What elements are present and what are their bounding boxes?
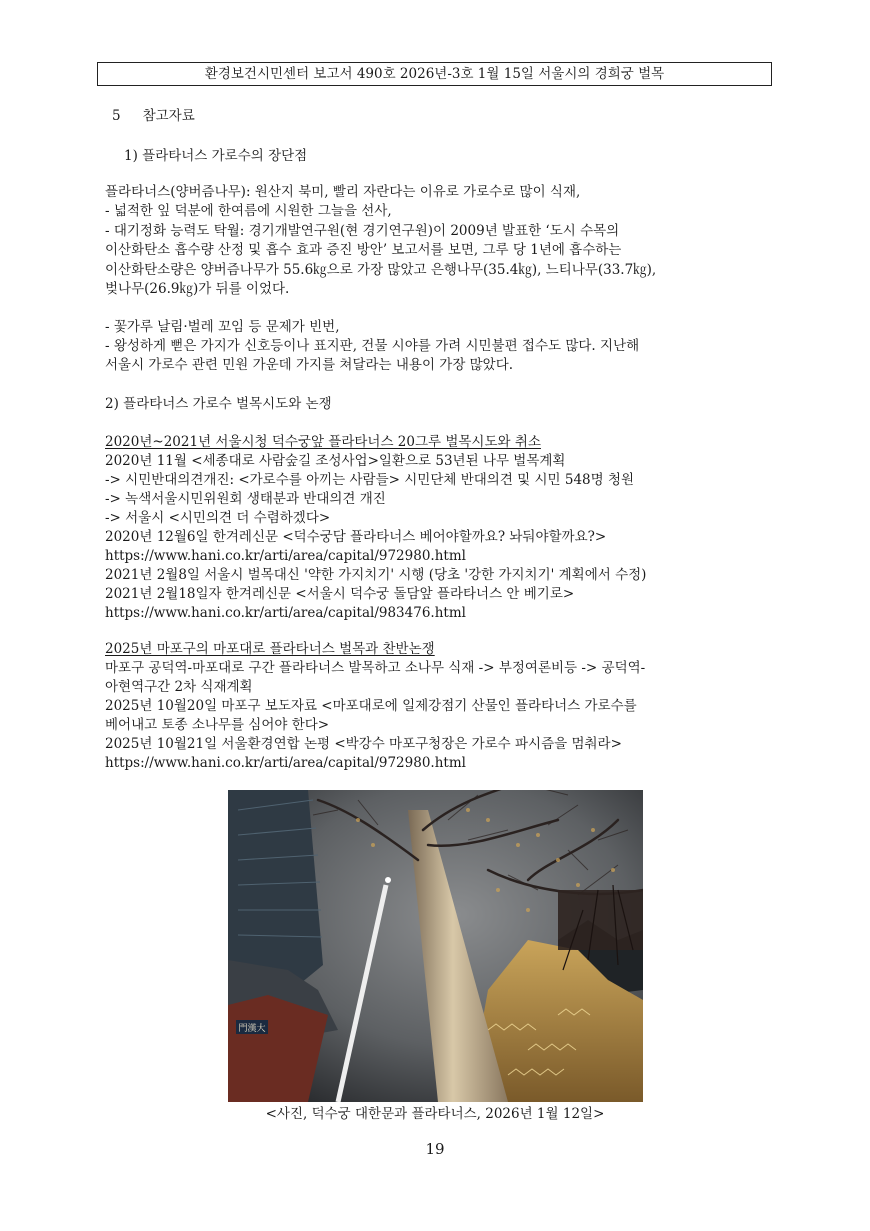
block1-line: -> 녹색서울시민위원회 생태분과 반대의견 개진 — [105, 491, 386, 507]
block2-line: 2025년 10월21일 서울환경연합 논평 <박강수 마포구청장은 가로수 파시즘을 멈춰라> — [105, 736, 622, 752]
pros-cons-line: 서울시 가로수 관련 민원 가운데 가지를 쳐달라는 내용이 가장 많았다. — [105, 357, 514, 373]
block1-link[interactable]: https://www.hani.co.kr/arti/area/capital/983476.html — [105, 605, 466, 621]
pros-cons-line: 벚나무(26.9㎏)가 뒤를 이었다. — [105, 281, 290, 297]
block1-line: -> 서울시 <시민의견 더 수렴하겠다> — [105, 510, 331, 526]
block2-line: 2025년 10월20일 마포구 보도자료 <마포대로에 일제강점기 산물인 플라타너스 가로수를 — [105, 698, 637, 714]
block2-line: 마포구 공덕역-마포대로 구간 플라타너스 발목하고 소나무 식재 -> 부정여론비등 -> 공덕역- — [105, 660, 646, 676]
pros-cons-line: 이산화탄소량은 양버즘나무가 55.6㎏으로 가장 많았고 은행나무(35.4㎏), 느티나무(33.7㎏), — [105, 262, 657, 278]
block1-link[interactable]: https://www.hani.co.kr/arti/area/capital/972980.html — [105, 548, 466, 564]
pros-cons-line: - 꽃가루 날림·벌레 꼬임 등 문제가 빈번, — [105, 319, 340, 335]
subsection-1-title: 1) 플라타너스 가로수의 장단점 — [124, 148, 308, 164]
block2-line: 베어내고 토종 소나무를 심어야 한다> — [105, 717, 330, 733]
block1-line: 2020년 12월6일 한겨레신문 <덕수궁담 플라타너스 베어야할까요? 놔둬야할까요?> — [105, 529, 607, 545]
pros-cons-line: - 대기정화 능력도 탁월: 경기개발연구원(현 경기연구원)이 2009년 발표한 ‘도시 수목의 — [105, 223, 620, 239]
block2-heading: 2025년 마포구의 마포대로 플라타너스 벌목과 찬반논쟁 — [105, 641, 435, 657]
subsection-2-title: 2) 플라타너스 가로수 벌목시도와 논쟁 — [105, 396, 332, 412]
block2-link[interactable]: https://www.hani.co.kr/arti/area/capital/972980.html — [105, 755, 466, 771]
pros-cons-line: - 왕성하게 뻗은 가지가 신호등이나 표지판, 건물 시야를 가려 시민불편 접수도 많다. 지난해 — [105, 338, 640, 354]
report-header: 환경보건시민센터 보고서 490호 2026년-3호 1월 15일 서울시의 경희궁 벌목 — [97, 62, 772, 86]
section-title: 참고자료 — [142, 108, 195, 124]
block2-line: 아현역구간 2차 식재계획 — [105, 679, 253, 695]
pros-cons-line: 이산화탄소 흡수량 산정 및 흡수 효과 증진 방안’ 보고서를 보면, 그루 당 1년에 흡수하는 — [105, 242, 622, 258]
block1-heading: 2020년~2021년 서울시청 덕수궁앞 플라타너스 20그루 벌목시도와 취소 — [105, 434, 541, 450]
pros-cons-line: 플라타너스(양버즘나무): 원산지 북미, 빨리 자란다는 이유로 가로수로 많이 식재, — [105, 184, 581, 200]
section-heading — [112, 106, 195, 126]
pros-cons-line: - 넓적한 잎 덕분에 한여름에 시원한 그늘을 선사, — [105, 203, 392, 219]
photo-caption: <사진, 덕수궁 대한문과 플라타너스, 2026년 1월 12일> — [265, 1106, 605, 1122]
block1-line: 2021년 2월18일자 한겨레신문 <서울시 덕수궁 돌담앞 플라타너스 안 베기로> — [105, 586, 575, 602]
gate-sign: 門漢大 — [238, 1024, 266, 1034]
plane-tree-photo — [228, 790, 643, 1102]
page-number: 19 — [425, 1140, 445, 1158]
block1-line: 2021년 2월8일 서울시 벌목대신 '약한 가지치기' 시행 (당초 '강한 가지치기' 계획에서 수정) — [105, 567, 647, 583]
block1-line: 2020년 11월 <세종대로 사람숲길 조성사업>일환으로 53년된 나무 벌목계획 — [105, 453, 566, 469]
section-number: 5 — [112, 108, 121, 124]
block1-line: -> 시민반대의견개진: <가로수를 아끼는 사람들> 시민단체 반대의견 및 시민 548명 청원 — [105, 472, 635, 488]
